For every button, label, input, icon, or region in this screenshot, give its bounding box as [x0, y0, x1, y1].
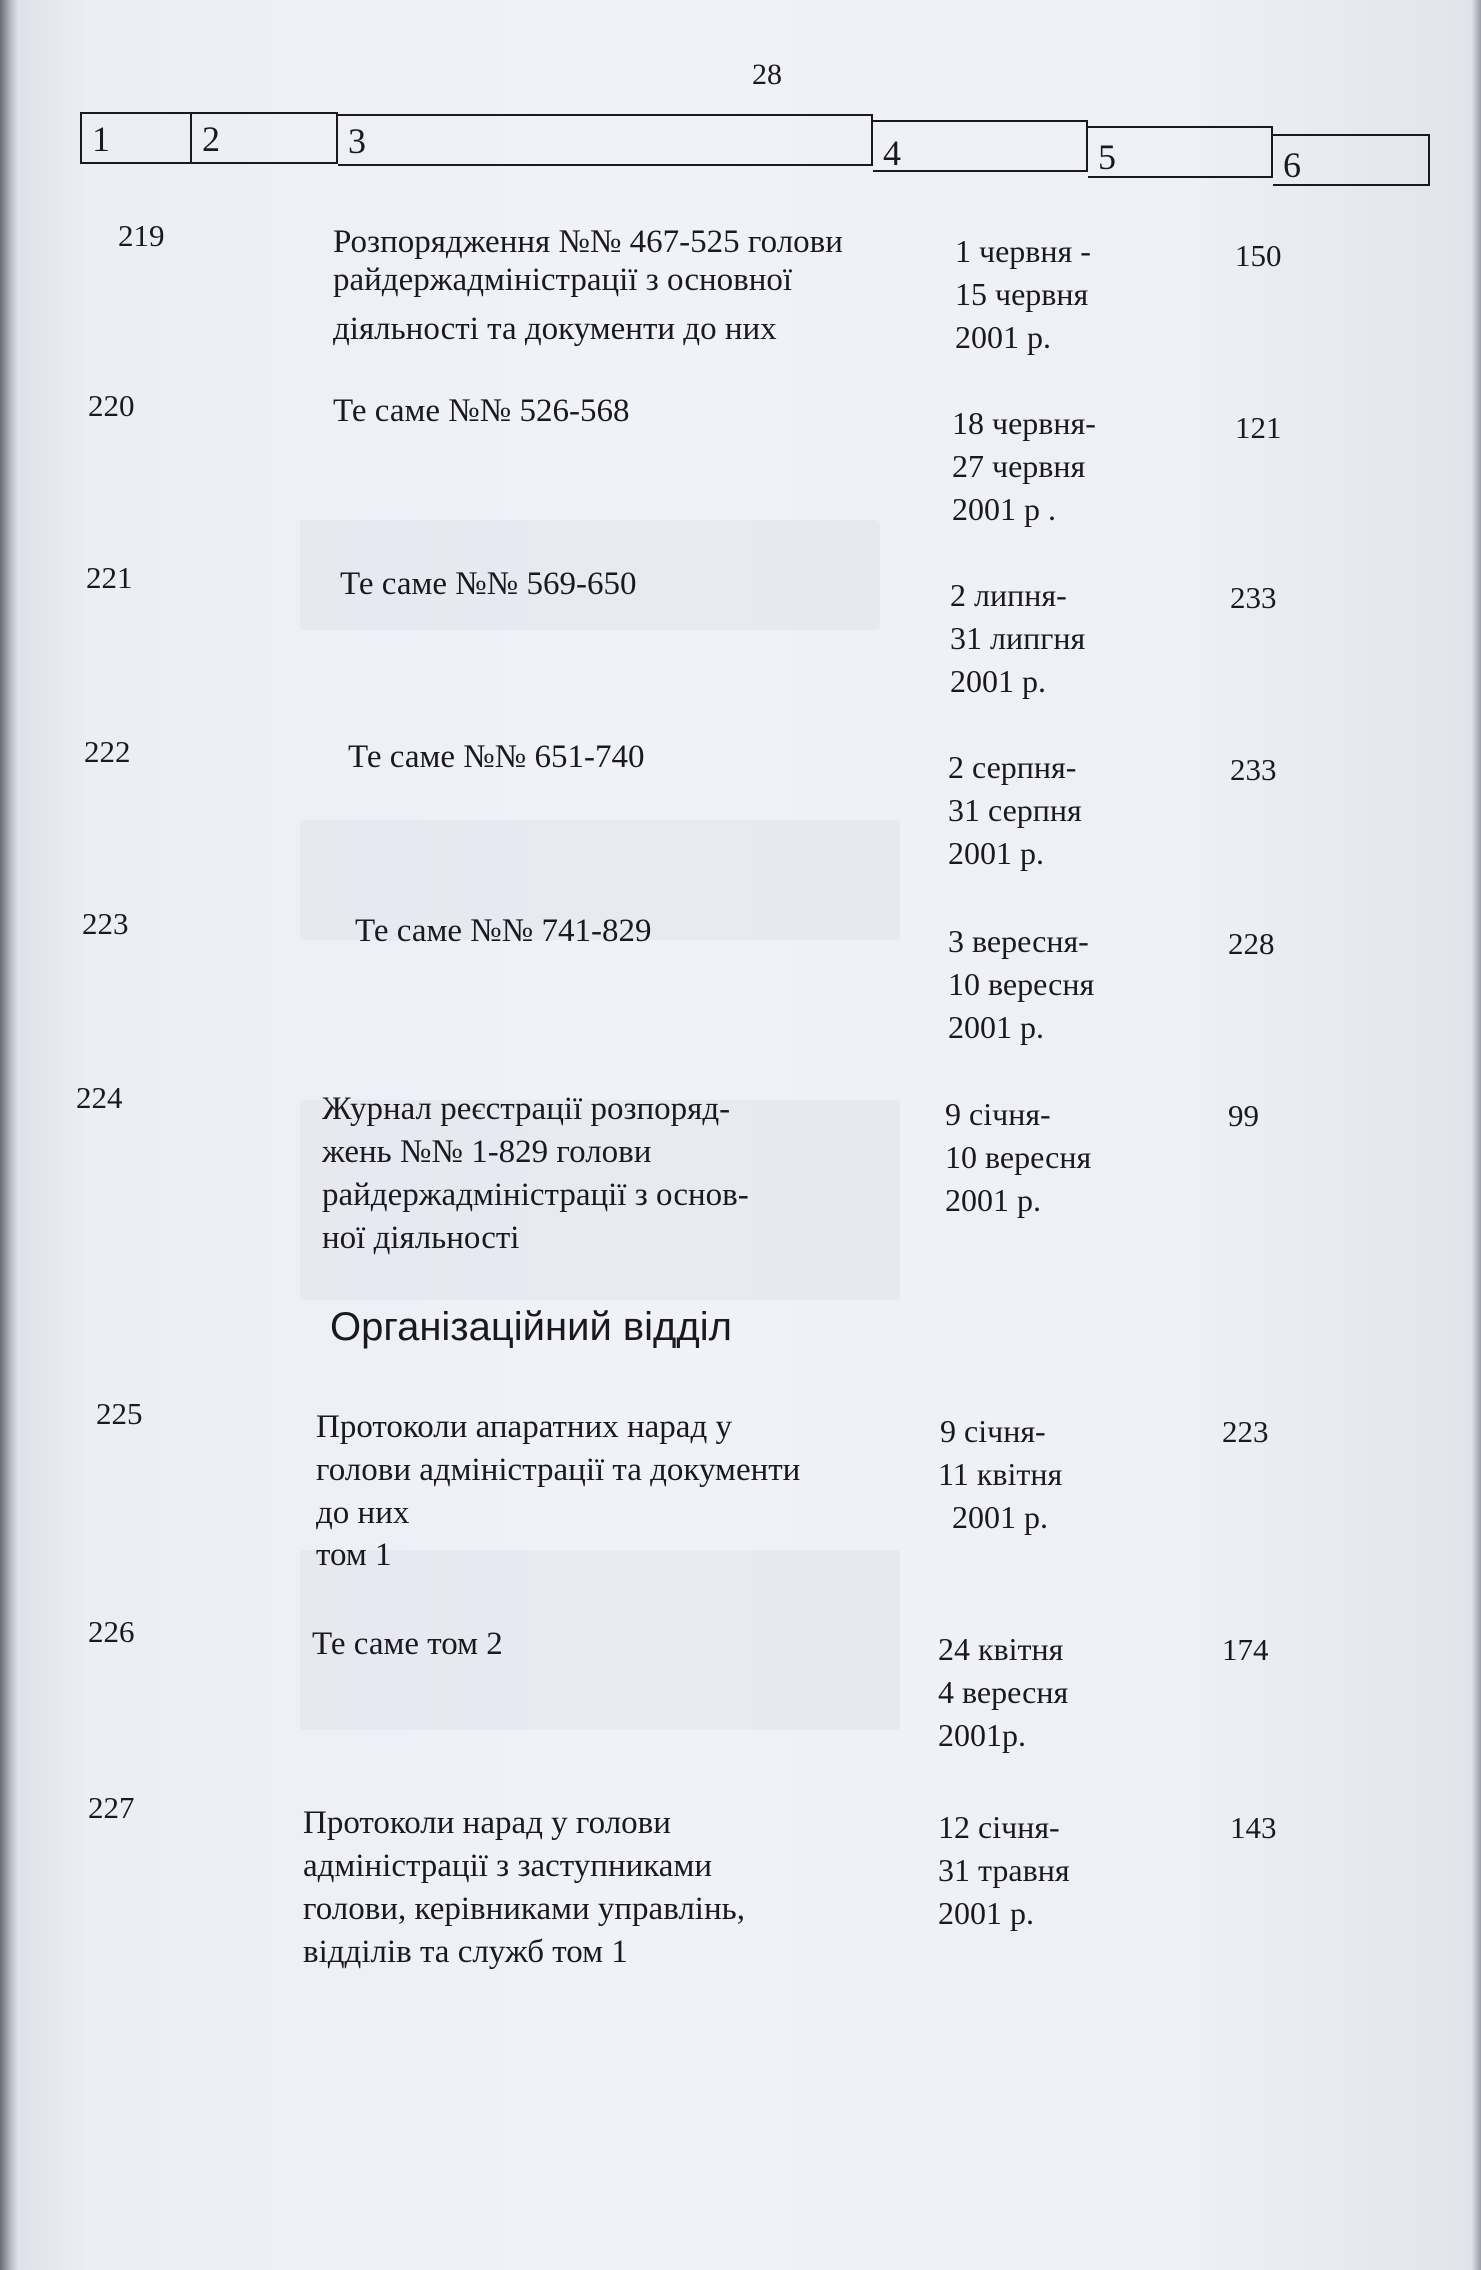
row-date-line: 3 вересня- — [948, 923, 1089, 959]
row-pages: 99 — [1228, 1098, 1259, 1133]
row-date-line: 24 квітня — [938, 1631, 1064, 1667]
section-heading: Організаційний відділ — [330, 1305, 732, 1349]
row-date-line: 31 травня — [938, 1852, 1070, 1888]
row-date-line: 11 квітня — [938, 1456, 1063, 1492]
row-date-line: 9 січня- — [940, 1413, 1046, 1449]
row-pages: 228 — [1228, 926, 1275, 961]
header-col-3: 3 — [338, 114, 873, 166]
header-col-1: 1 — [80, 112, 192, 164]
row-description-line: Протоколи нарад у голови — [303, 1805, 671, 1841]
row-description-line: до них — [316, 1495, 410, 1531]
row-pages: 233 — [1230, 752, 1277, 787]
row-date-line: 31 липгня — [950, 620, 1086, 656]
row-description-line: райдержадміністрації з основної — [333, 262, 793, 298]
row-date-line: 10 вересня — [945, 1139, 1092, 1175]
row-date-line: 15 червня — [955, 276, 1089, 312]
row-description-line: райдержадміністрації з основ- — [322, 1177, 749, 1213]
row-date-line: 10 вересня — [948, 966, 1095, 1002]
row-description-line: діяльності та документи до них — [333, 311, 777, 347]
header-col-2: 2 — [192, 112, 338, 164]
row-date-line: 2001 р. — [955, 319, 1051, 355]
row-date-line: 2001 р . — [952, 491, 1056, 527]
row-date-line: 2001 р. — [938, 1895, 1034, 1931]
row-pages: 223 — [1222, 1414, 1269, 1449]
row-description-line: Те саме №№ 651-740 — [348, 739, 645, 775]
row-date-line: 2001 р. — [950, 663, 1046, 699]
row-date-line: 2001р. — [938, 1717, 1026, 1753]
row-date-line: 27 червня — [952, 448, 1086, 484]
row-date-line: 2001 р. — [952, 1499, 1048, 1535]
row-pages: 233 — [1230, 580, 1277, 615]
header-col-4: 4 — [873, 120, 1088, 172]
row-date-line: 2001 р. — [945, 1182, 1041, 1218]
row-description-line: адміністрації з заступниками — [303, 1848, 712, 1884]
row-number: 226 — [88, 1614, 135, 1649]
row-pages: 150 — [1235, 238, 1282, 273]
row-description-line: Те саме №№ 569-650 — [340, 566, 637, 602]
row-date-line: 2 липня- — [950, 577, 1067, 613]
row-date-line: 9 січня- — [945, 1096, 1051, 1132]
row-pages: 121 — [1235, 410, 1282, 445]
header-col-6: 6 — [1273, 134, 1430, 186]
row-date-line: 1 червня - — [955, 233, 1091, 269]
row-description-line: Те саме №№ 526-568 — [333, 393, 630, 429]
row-number: 221 — [86, 560, 133, 595]
row-description-line: Те саме №№ 741-829 — [355, 913, 652, 949]
row-description-line: Протоколи апаратних нарад у — [316, 1409, 732, 1445]
row-description-line: голови, керівниками управлінь, — [303, 1891, 745, 1927]
page-right-edge — [1471, 0, 1481, 2270]
row-description-line: голови адміністрації та документи — [316, 1452, 801, 1488]
row-pages: 174 — [1222, 1632, 1269, 1667]
page-number: 28 — [752, 58, 782, 91]
row-description-line: відділів та служб том 1 — [303, 1934, 628, 1970]
header-col-5: 5 — [1088, 126, 1273, 178]
row-date-line: 4 вересня — [938, 1674, 1069, 1710]
row-date-line: 2001 р. — [948, 835, 1044, 871]
row-date-line: 2 серпня- — [948, 749, 1077, 785]
row-description-line: жень №№ 1-829 голови — [322, 1134, 652, 1170]
row-date-line: 18 червня- — [952, 405, 1096, 441]
row-date-line: 2001 р. — [948, 1009, 1044, 1045]
row-description-line: Розпорядження №№ 467-525 голови — [333, 224, 843, 260]
row-description-line: ної діяльності — [322, 1220, 520, 1256]
row-number: 223 — [82, 906, 129, 941]
page-left-edge — [0, 0, 18, 2270]
row-number: 220 — [88, 388, 135, 423]
row-number: 227 — [88, 1790, 135, 1825]
row-number: 224 — [76, 1080, 123, 1115]
row-description-line: том 1 — [316, 1537, 392, 1573]
row-description-line: Те саме том 2 — [312, 1626, 503, 1662]
row-date-line: 12 січня- — [938, 1809, 1060, 1845]
row-date-line: 31 серпня — [948, 792, 1082, 828]
row-number: 222 — [84, 734, 131, 769]
row-number: 219 — [118, 218, 165, 253]
row-description-line: Журнал реєстрації розпоряд- — [322, 1091, 731, 1127]
row-pages: 143 — [1230, 1810, 1277, 1845]
row-number: 225 — [96, 1396, 143, 1431]
